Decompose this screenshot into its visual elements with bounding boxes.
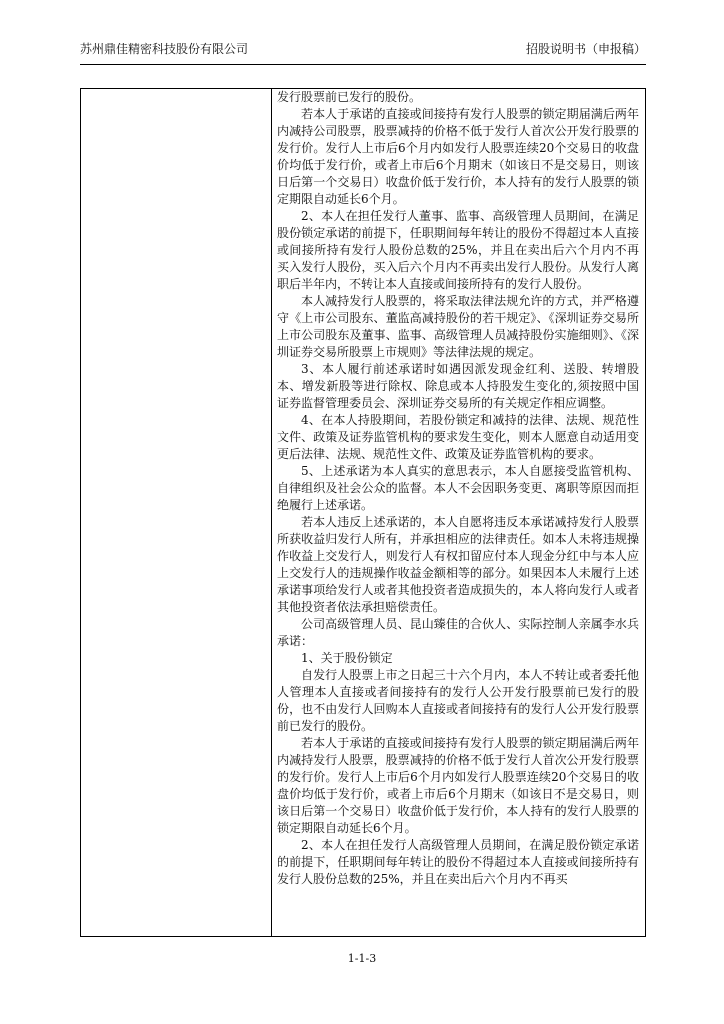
commitment-paragraph: 公司高级管理人员、昆山臻佳的合伙人、实际控制人亲属李水兵承诺： — [277, 617, 639, 648]
commitment-paragraph: 若本人于承诺的直接或间接持有发行人股票的锁定期届满后两年内减持发行人股票，股票减持的价格不低于发行人首次公开发行股票的发行价。发行人上市后6个月内如发行人股票连续20个交易日的收盘价均低于发行价，或者上市后6个月期末（如该日不是交易日，则该日后第一个交易日）收盘价低于发行价，本人持有的发行人股票的锁定期限自动延长6个月。 — [277, 736, 639, 835]
commitment-paragraph: 若本人于承诺的直接或间接持有发行人股票的锁定期届满后两年内减持公司股票，股票减持的价格不低于发行人首次公开发行股票的发行价。发行人上市后6个月内如发行人股票连续20个交易日的收盘价均低于发行价，或者上市后6个月期末（如该日不是交易日，则该日后第一个交易日）收盘价低于发行价，本人持有的发行人股票的锁定期限自动延长6个月。 — [277, 107, 639, 206]
commitment-paragraph: 2、本人在担任发行人高级管理人员期间，在满足股份锁定承诺的前提下，任职期间每年转让的股份不得超过本人直接或间接所持有发行人股份总数的25%，并且在卖出后六个月内不再买 — [277, 838, 639, 886]
commitment-paragraph: 若本人违反上述承诺的，本人自愿将违反本承诺减持发行人股票所获收益归发行人所有，并承担相应的法律责任。如本人未将违规操作收益上交发行人，则发行人有权扣留应付本人现金分红中与本人应上交发行人的违规操作收益金额相等的部分。如果因本人未履行上述承诺事项给发行人或者其他投资者造成损失的，本人将向发行人或者其他投资者依法承担赔偿责任。 — [277, 515, 639, 614]
commitment-paragraph: 3、本人履行前述承诺时如遇因派发现金红利、送股、转增股本、增发新股等进行除权、除息或本人持股发生变化的,须按照中国证券监督管理委员会、深圳证券交易所的有关规定作相应调整。 — [277, 362, 639, 410]
header-divider — [80, 64, 646, 65]
document-title: 招股说明书（申报稿） — [525, 42, 646, 56]
commitment-paragraph: 自发行人股票上市之日起三十六个月内，本人不转让或者委托他人管理本人直接或者间接持有的发行人公开发行股票前已发行的股份，也不由发行人回购本人直接或者间接持有的发行人公开发行股票前已发行的股份。 — [277, 668, 639, 733]
page-number: 1-1-3 — [347, 952, 377, 965]
commitment-paragraph: 1、关于股份锁定 — [301, 651, 393, 665]
commitment-paragraph: 5、上述承诺为本人真实的意思表示，本人自愿接受监管机构、自律组织及社会公众的监督。本人不会因职务变更、离职等原因而拒绝履行上述承诺。 — [277, 464, 639, 512]
table-left-column — [81, 89, 272, 936]
company-name: 苏州鼎佳精密科技股份有限公司 — [80, 42, 249, 56]
commitment-paragraph: 4、在本人持股期间，若股份锁定和减持的法律、法规、规范性文件、政策及证券监管机构的要求发生变化，则本人愿意自动适用变更后法律、法规、规范性文件、政策及证券监管机构的要求。 — [277, 413, 639, 461]
commitment-paragraph: 本人减持发行人股票的，将采取法律法规允许的方式，并严格遵守《上市公司股东、董监高减持股份的若干规定》、《深圳证券交易所上市公司股东及董事、监事、高级管理人员减持股份实施细则》、《深圳证券交易所股票上市规则》等法律法规的规定。 — [277, 294, 639, 359]
commitment-paragraph: 2、本人在担任发行人董事、监事、高级管理人员期间，在满足股份锁定承诺的前提下，任职期间每年转让的股份不得超过本人直接或间接所持有发行人股份总数的25%，并且在卖出后六个月内不再买入发行人股份，买入后六个月内不再卖出发行人股份。从发行人离职后半年内，不转让本人直接或间接所持有的发行人股份。 — [277, 209, 639, 291]
commitment-text-column — [277, 89, 639, 888]
commitment-paragraph: 发行股票前已发行的股份。 — [277, 90, 422, 104]
page-header — [80, 40, 646, 62]
commitment-table — [80, 88, 646, 937]
